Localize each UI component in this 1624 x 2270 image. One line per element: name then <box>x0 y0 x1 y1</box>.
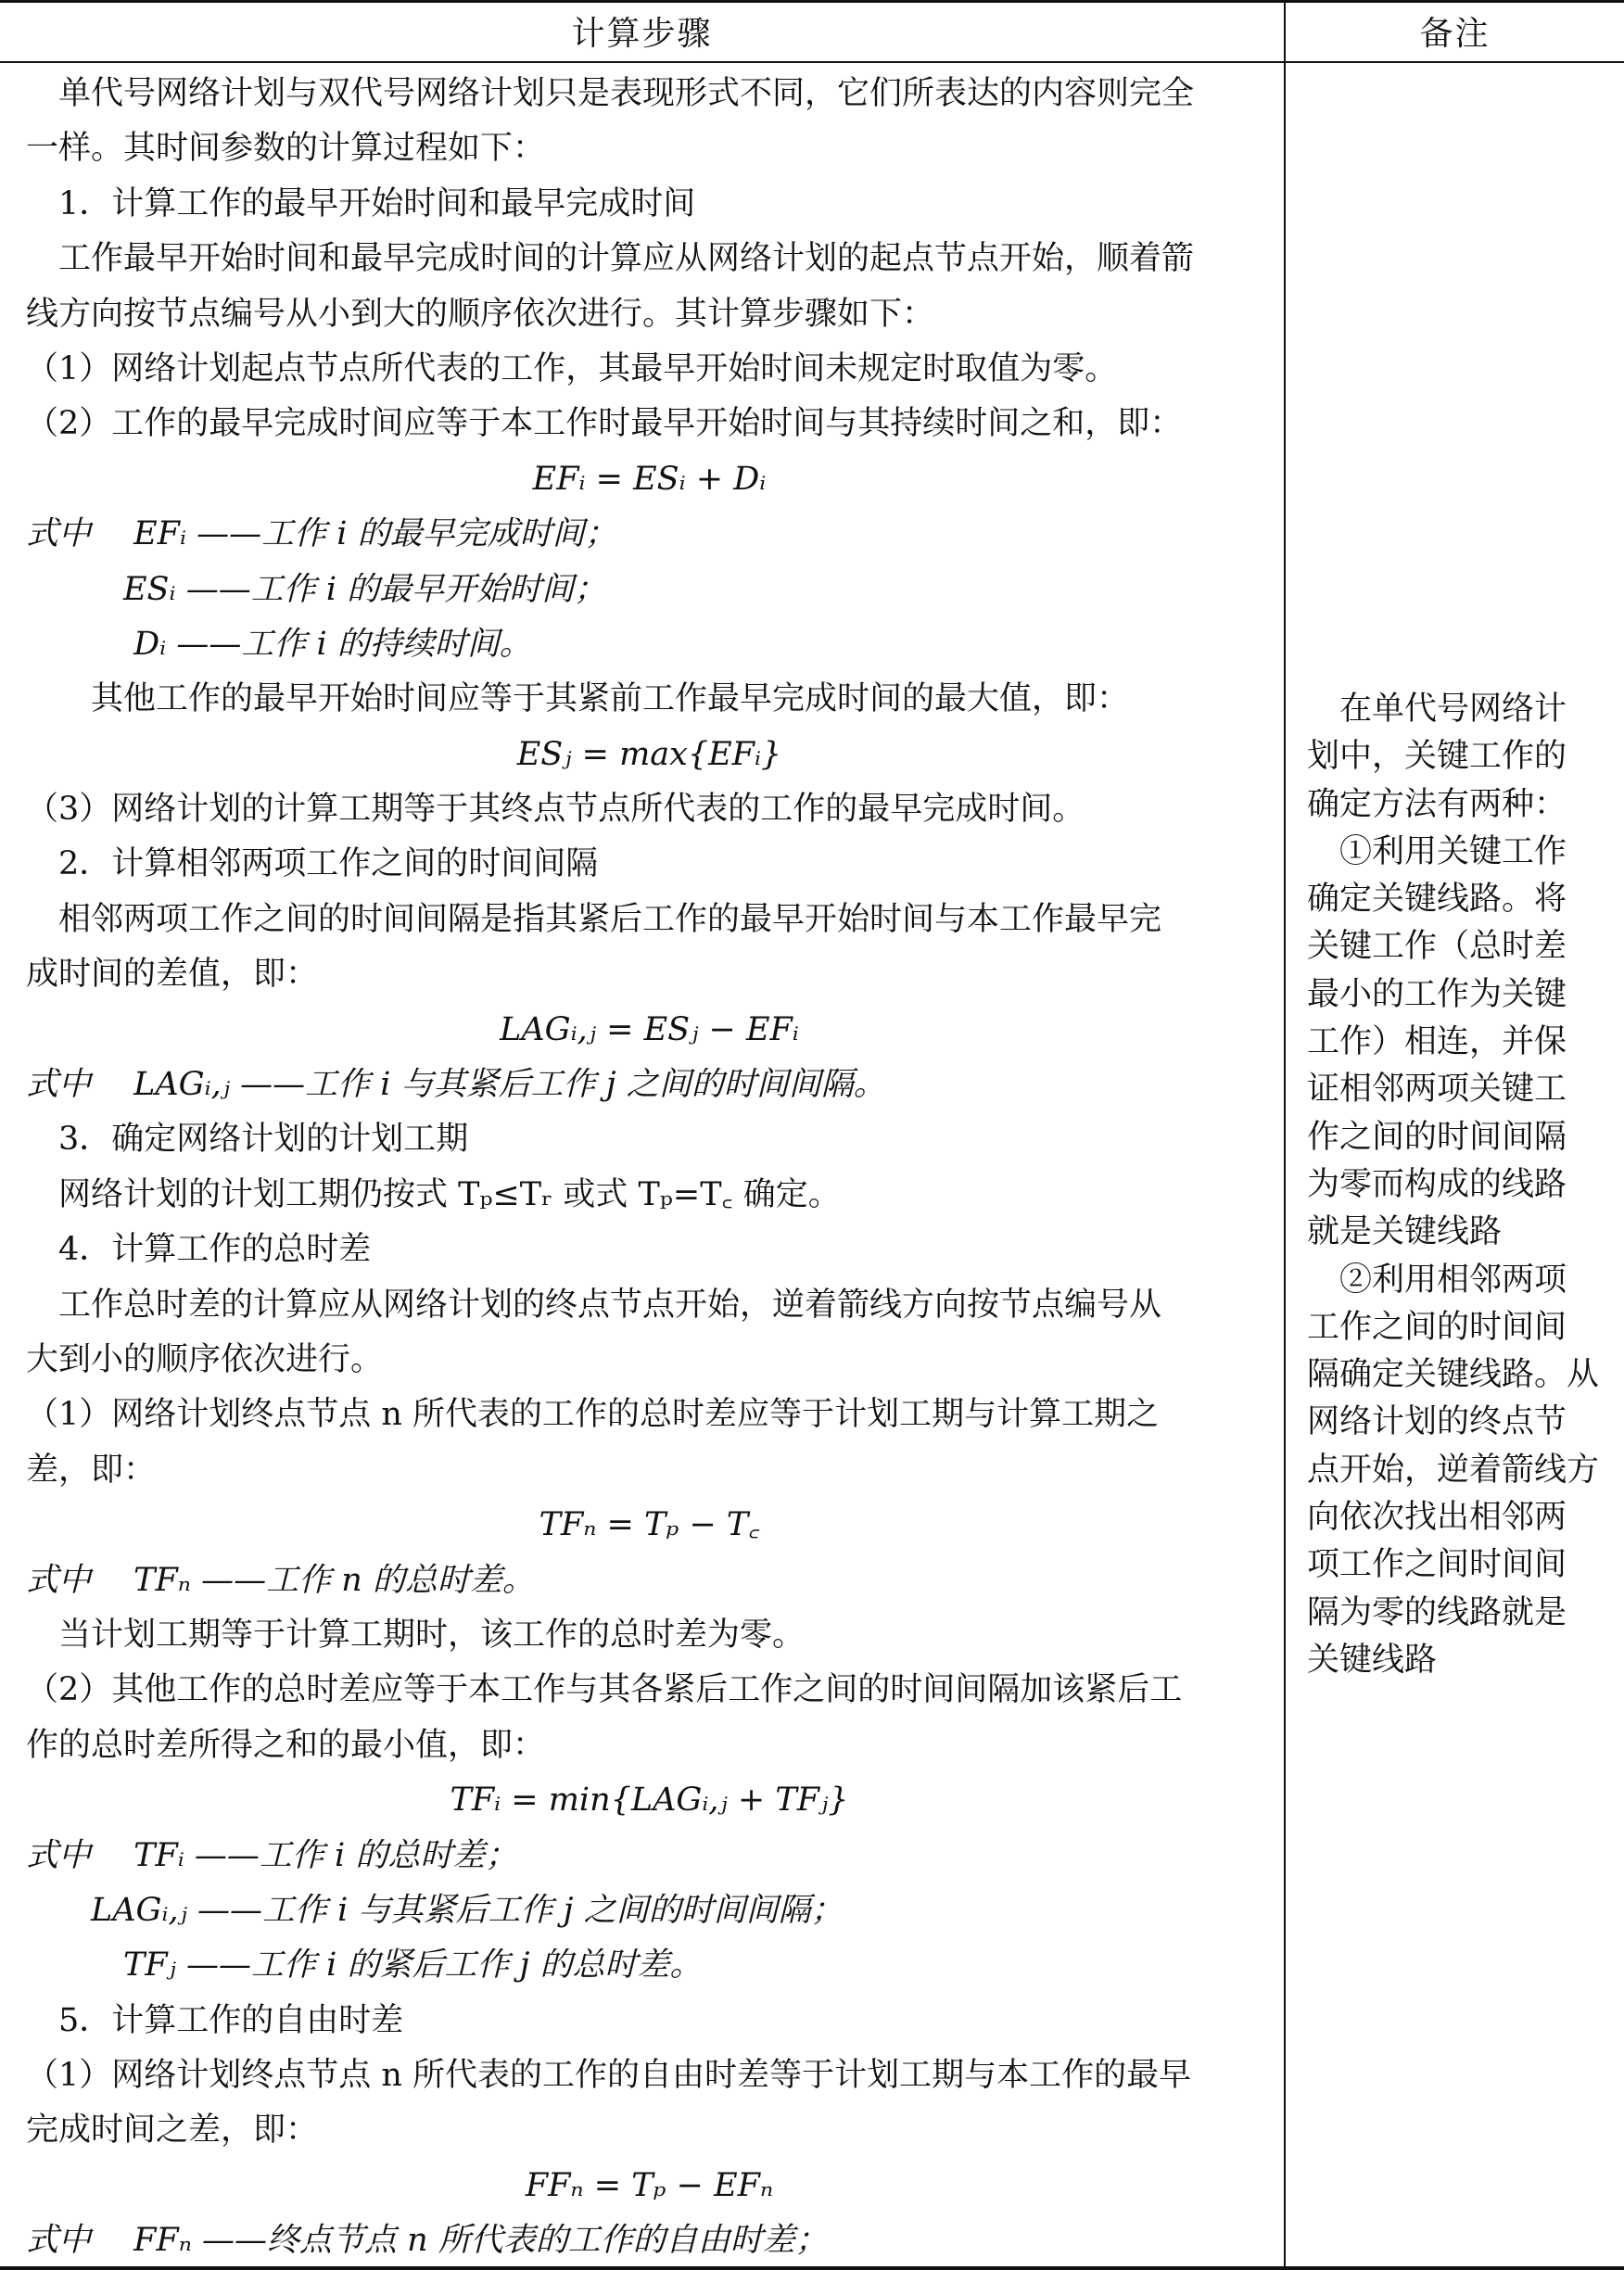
formula: LAGᵢ,ⱼ = ESⱼ − EFᵢ <box>500 1010 799 1048</box>
definition-line: Dᵢ ——工作 i 的持续时间。 <box>26 625 532 663</box>
remark-line: 隔确定关键线路。从 <box>1307 1356 1600 1394</box>
text-line: 作的总时差所得之和的最小值，即： <box>26 1726 546 1764</box>
text-line: 3．确定网络计划的计划工期 <box>26 1121 469 1159</box>
text-line: 相邻两项工作之间的时间间隔是指其紧后工作的最早开始时间与本工作最早完 <box>26 900 1162 938</box>
remarks-column <box>1307 686 1604 1684</box>
definition-line: 式中 EFᵢ ——工作 i 的最早完成时间； <box>26 515 617 553</box>
remark-line: 确定方法有两种： <box>1307 785 1567 823</box>
text-line: （2）工作的最早完成时间应等于本工作时最早开始时间与其持续时间之和，即： <box>26 405 1183 443</box>
remark-line: 关键线路 <box>1307 1641 1438 1679</box>
remark-line: 为零而构成的线路 <box>1307 1165 1567 1203</box>
remark-line: 证相邻两项关键工 <box>1307 1071 1567 1109</box>
text-line: 5．计算工作的自由时差 <box>26 2001 404 2039</box>
remark-line: 确定关键线路。将 <box>1307 881 1567 919</box>
steps-column <box>26 67 1273 2269</box>
definition-line: 式中 LAGᵢ,ⱼ ——工作 i 与其紧后工作 j 之间的时间间隔。 <box>26 1066 886 1104</box>
text-line: （1）网络计划起点节点所代表的工作，其最早开始时间未规定时取值为零。 <box>26 349 1118 387</box>
definition-line: 式中 TFᵢ ——工作 i 的总时差； <box>26 1836 518 1874</box>
text-line: 一样。其时间参数的计算过程如下： <box>26 130 546 168</box>
text-line: （2）其他工作的总时差应等于本工作与其各紧后工作之间的时间间隔加该紧后工 <box>26 1671 1183 1709</box>
definition-line: TFⱼ ——工作 i 的紧后工作 j 的总时差。 <box>26 1947 703 1985</box>
remark-line: 网络计划的终点节 <box>1307 1403 1567 1441</box>
remark-line: 点开始，逆着箭线方 <box>1307 1451 1600 1489</box>
text-line: 单代号网络计划与双代号网络计划只是表现形式不同，它们所表达的内容则完全 <box>26 75 1195 112</box>
definition-line: 式中 TFₙ ——工作 n 的总时差。 <box>26 1561 535 1599</box>
formula: TFₙ = Tₚ − T꜀ <box>539 1506 760 1544</box>
remark-line: 向依次找出相邻两 <box>1307 1499 1567 1537</box>
remark-line: 关键工作（总时差 <box>1307 928 1567 966</box>
text-line: 完成时间之差，即： <box>26 2111 319 2150</box>
header-remarks: 备注 <box>1419 14 1491 53</box>
remark-line: 工作之间的时间间 <box>1307 1308 1567 1346</box>
definition-line: LAGᵢ,ⱼ ——工作 i 与其紧后工作 j 之间的时间间隔； <box>26 1891 844 1929</box>
text-line: 成时间的差值，即： <box>26 956 319 994</box>
remark-line: 划中，关键工作的 <box>1307 738 1567 776</box>
text-line: 1．计算工作的最早开始时间和最早完成时间 <box>26 184 696 222</box>
formula: EFᵢ = ESᵢ + Dᵢ <box>532 460 767 498</box>
remark-line: 隔为零的线路就是 <box>1307 1593 1567 1631</box>
text-line: 大到小的顺序依次进行。 <box>26 1340 384 1378</box>
text-line: 差，即： <box>26 1451 157 1489</box>
text-line: 网络计划的计划工期仍按式 Tₚ≤Tᵣ 或式 Tₚ=T꜀ 确定。 <box>26 1175 841 1213</box>
formula: TFᵢ = min{LAGᵢ,ⱼ + TFⱼ} <box>450 1782 849 1820</box>
text-line: （1）网络计划终点节点 n 所代表的工作的总时差应等于计划工期与计算工期之 <box>26 1396 1160 1434</box>
definition-line: 式中 FFₙ ——终点节点 n 所代表的工作的自由时差； <box>26 2222 828 2260</box>
remark-line: 在单代号网络计 <box>1307 691 1567 728</box>
formula: ESⱼ = max{EFᵢ} <box>516 735 782 773</box>
remark-line: ②利用相邻两项 <box>1307 1261 1567 1299</box>
text-line: 线方向按节点编号从小到大的顺序依次进行。其计算步骤如下： <box>26 295 935 333</box>
text-line: 其他工作的最早开始时间应等于其紧前工作最早完成时间的最大值，即： <box>26 680 1130 718</box>
text-line: 2．计算相邻两项工作之间的时间间隔 <box>26 845 599 883</box>
definition-line: ESᵢ ——工作 i 的最早开始时间； <box>26 570 607 608</box>
remark-line: 项工作之间时间间 <box>1307 1546 1567 1584</box>
remark-line: 工作）相连，并保 <box>1307 1023 1567 1061</box>
remark-line: 就是关键线路 <box>1307 1213 1503 1251</box>
text-line: 4．计算工作的总时差 <box>26 1231 372 1269</box>
header-steps: 计算步骤 <box>571 14 713 53</box>
text-line: 工作最早开始时间和最早完成时间的计算应从网络计划的起点节点开始，顺着箭 <box>26 240 1195 278</box>
remark-line: ①利用关键工作 <box>1307 832 1567 870</box>
text-line: 工作总时差的计算应从网络计划的终点节点开始，逆着箭线方向按节点编号从 <box>26 1286 1162 1324</box>
text-line: （3）网络计划的计算工期等于其终点节点所代表的工作的最早完成时间。 <box>26 791 1085 829</box>
remark-line: 最小的工作为关键 <box>1307 975 1567 1013</box>
header-bottom-rule <box>0 61 1624 63</box>
formula: FFₙ = Tₚ − EFₙ <box>525 2166 774 2204</box>
text-line: 当计划工期等于计算工期时，该工作的总时差为零。 <box>26 1616 806 1654</box>
remark-line: 作之间的时间间隔 <box>1307 1118 1567 1156</box>
column-divider <box>1284 0 1286 2270</box>
text-line: （1）网络计划终点节点 n 所代表的工作的自由时差等于计划工期与本工作的最早 <box>26 2057 1192 2095</box>
